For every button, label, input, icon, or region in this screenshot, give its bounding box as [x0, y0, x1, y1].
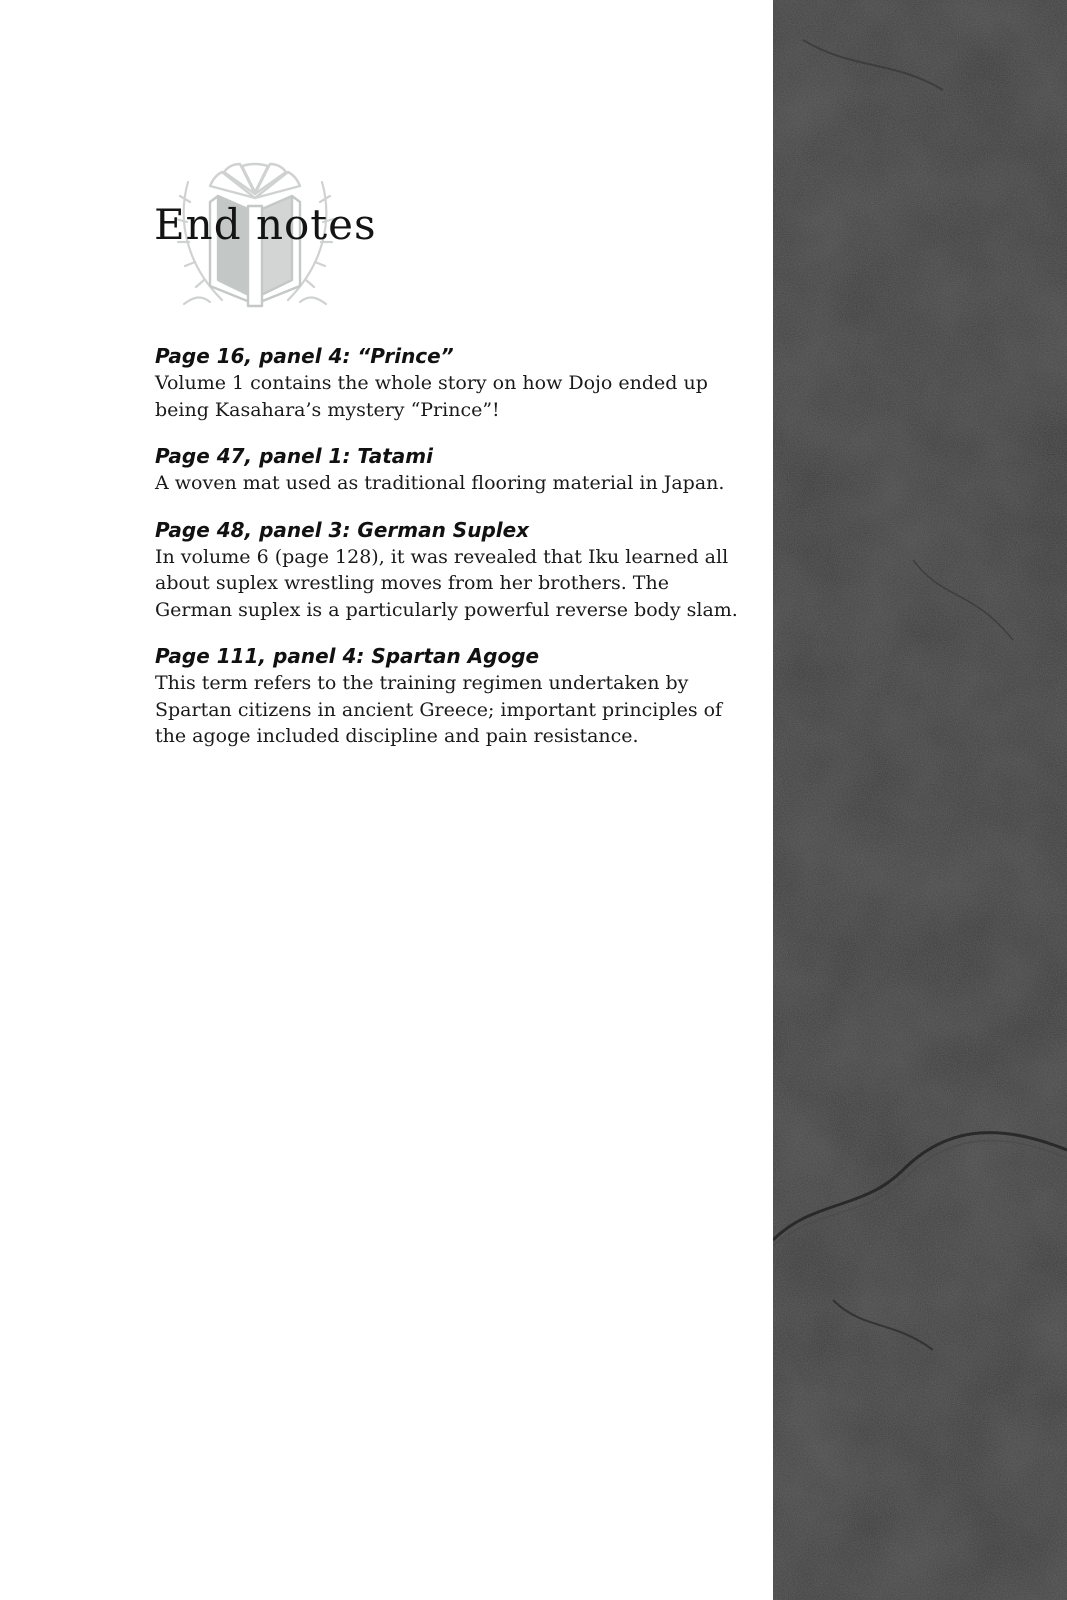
endnote-body: In volume 6 (page 128), it was revealed that Iku learned all about suplex wrestling moves from her brothers. The German suplex is a particularly powerful reverse body slam.: [155, 545, 738, 621]
title-block: [148, 160, 388, 310]
endnote-heading: Page 47, panel 1: Tatami: [155, 444, 433, 468]
endnote-item: [155, 517, 745, 624]
endnote-heading: Page 16, panel 4: “Prince”: [155, 344, 454, 368]
endnote-heading: Page 48, panel 3: German Suplex: [155, 517, 530, 542]
endnote-body: A woven mat used as traditional flooring material in Japan.: [155, 472, 725, 494]
endnote-body: Volume 1 contains the whole story on how Dojo ended up being Kasahara’s mystery “Prince”!: [155, 372, 708, 421]
stone-texture-image: [773, 0, 1067, 1600]
endnote-item: [155, 643, 745, 750]
page-title: End notes: [154, 200, 377, 249]
endnotes-list: [155, 343, 745, 770]
endnote-item: [155, 343, 745, 423]
endnote-heading: Page 111, panel 4: Spartan Agoge: [155, 644, 540, 668]
endnote-item: [155, 443, 745, 497]
stone-texture-strip: [773, 0, 1067, 1600]
endnote-body: This term refers to the training regimen undertaken by Spartan citizens in ancient Greece; important principles of the agoge included discipline and pain resistance.: [155, 672, 723, 747]
